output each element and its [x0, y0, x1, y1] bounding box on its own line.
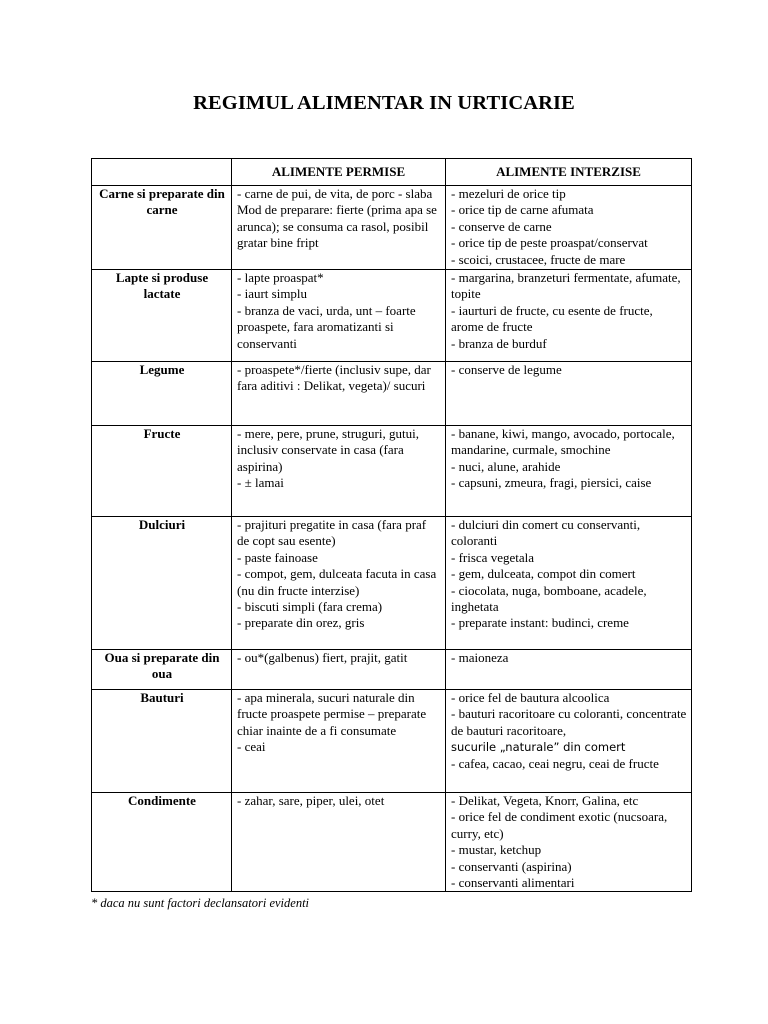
table-row [92, 186, 692, 270]
table-header-row [92, 159, 692, 186]
list-item: - compot, gem, dulceata facuta in casa (nu din fructe interzise) [237, 566, 437, 598]
permise-cell [232, 690, 446, 793]
permise-cell [232, 650, 446, 690]
list-item: - proaspete*/fierte (inclusiv supe, dar fara aditivi : Delikat, vegeta)/ sucuri [237, 362, 431, 394]
category-cell: Lapte si produse lactate [92, 270, 232, 362]
list-item: - banane, kiwi, mango, avocado, portocale, mandarine, curmale, smochine [451, 426, 675, 458]
permise-cell [232, 186, 446, 270]
category-cell: Oua si preparate din oua [92, 650, 232, 690]
list-item: - orice fel de bautura alcoolica [451, 690, 610, 705]
list-item: - ceai [237, 739, 266, 755]
list-item: - maioneza [451, 650, 509, 665]
table-row [92, 793, 692, 892]
permise-cell [232, 426, 446, 517]
list-item: - ± lamai [237, 475, 284, 491]
list-item: - mustar, ketchup [451, 842, 542, 858]
list-item: - conservanti (aspirina) [451, 858, 572, 874]
list-item: Mod de preparare: fierte (prima apa se arunca); se consuma ca rasol, posibil gratar bine fript [237, 202, 437, 251]
permise-cell [232, 517, 446, 650]
list-item: - ciocolata, nuga, bomboane, acadele, inghetata [451, 582, 647, 615]
list-item: - zahar, sare, piper, ulei, otet [237, 793, 385, 808]
list-item: - nuci, alune, arahide [451, 458, 561, 474]
interzise-cell [446, 362, 692, 426]
category-cell: Dulciuri [92, 517, 232, 650]
table-row [92, 690, 692, 793]
category-cell: Fructe [92, 426, 232, 517]
interzise-cell [446, 426, 692, 517]
list-item: - prajituri pregatite in casa (fara praf de copt sau esente) [237, 517, 427, 549]
table-row [92, 270, 692, 362]
diet-table [91, 158, 692, 892]
list-item: - branza de vaci, urda, unt – foarte proaspete, fara aromatizanti si conservanti [237, 302, 416, 351]
list-item: - orice tip de carne afumata [451, 202, 594, 218]
list-item: - margarina, branzeturi fermentate, afumate, topite [451, 270, 681, 302]
list-item: - capsuni, zmeura, fragi, piersici, caise [451, 475, 652, 491]
list-item: - iaurturi de fructe, cu esente de fructe, arome de fructe [451, 302, 653, 335]
category-cell: Condimente [92, 793, 232, 892]
permise-cell [232, 793, 446, 892]
list-item: - dulciuri din comert cu conservanti, coloranti [451, 517, 641, 549]
list-item: - orice fel de condiment exotic (nucsoara, curry, etc) [451, 809, 668, 841]
interzise-cell [446, 270, 692, 362]
list-item: - orice tip de peste proaspat/conservat [451, 235, 648, 251]
list-item: - Delikat, Vegeta, Knorr, Galina, etc [451, 793, 639, 808]
category-cell: Carne si preparate din carne [92, 186, 232, 270]
list-item: - biscuti simpli (fara crema) [237, 599, 383, 615]
list-item: - carne de pui, de vita, de porc - slaba [237, 186, 433, 201]
table-row [92, 517, 692, 650]
list-item: - apa minerala, sucuri naturale din fructe proaspete permise – preparate chiar inainte de a fi consumate [237, 690, 427, 738]
category-cell: Legume [92, 362, 232, 426]
permise-cell [232, 270, 446, 362]
permise-cell [232, 362, 446, 426]
interzise-cell [446, 650, 692, 690]
list-item: - paste fainoase [237, 549, 318, 565]
header-permise: ALIMENTE PERMISE [232, 159, 446, 186]
list-item: - lapte proaspat* [237, 270, 324, 285]
list-item: - gem, dulceata, compot din comert [451, 566, 636, 582]
list-item: - branza de burduf [451, 335, 547, 351]
footnote: * daca nu sunt factori declansatori evidenti [91, 896, 310, 910]
list-item: - bauturi racoritoare cu coloranti, concentrate de bauturi racoritoare, [451, 706, 687, 738]
table-row [92, 426, 692, 517]
list-item: sucurile „naturale” din comert [451, 740, 626, 755]
list-item: - iaurt simplu [237, 286, 308, 302]
interzise-cell [446, 690, 692, 793]
interzise-cell [446, 186, 692, 270]
list-item: - ou*(galbenus) fiert, prajit, gatit [237, 650, 408, 665]
list-item: - cafea, cacao, ceai negru, ceai de fructe [451, 755, 659, 771]
list-item: - mezeluri de orice tip [451, 186, 566, 201]
header-category [92, 159, 232, 186]
list-item: - conserve de legume [451, 362, 562, 377]
list-item: - scoici, crustacee, fructe de mare [451, 251, 626, 267]
table-row [92, 650, 692, 690]
list-item: - frisca vegetala [451, 549, 535, 565]
interzise-cell [446, 793, 692, 892]
interzise-cell [446, 517, 692, 650]
list-item: - preparate din orez, gris [237, 615, 365, 631]
page-title: REGIMUL ALIMENTAR IN URTICARIE [193, 92, 575, 114]
list-item: - mere, pere, prune, struguri, gutui, inclusiv conservate in casa (fara aspirina) [237, 426, 419, 474]
category-cell: Bauturi [92, 690, 232, 793]
header-interzise: ALIMENTE INTERZISE [446, 159, 692, 186]
list-item: - conserve de carne [451, 218, 552, 234]
table-row [92, 362, 692, 426]
list-item: - conservanti alimentari [451, 875, 575, 891]
list-item: - preparate instant: budinci, creme [451, 615, 629, 631]
